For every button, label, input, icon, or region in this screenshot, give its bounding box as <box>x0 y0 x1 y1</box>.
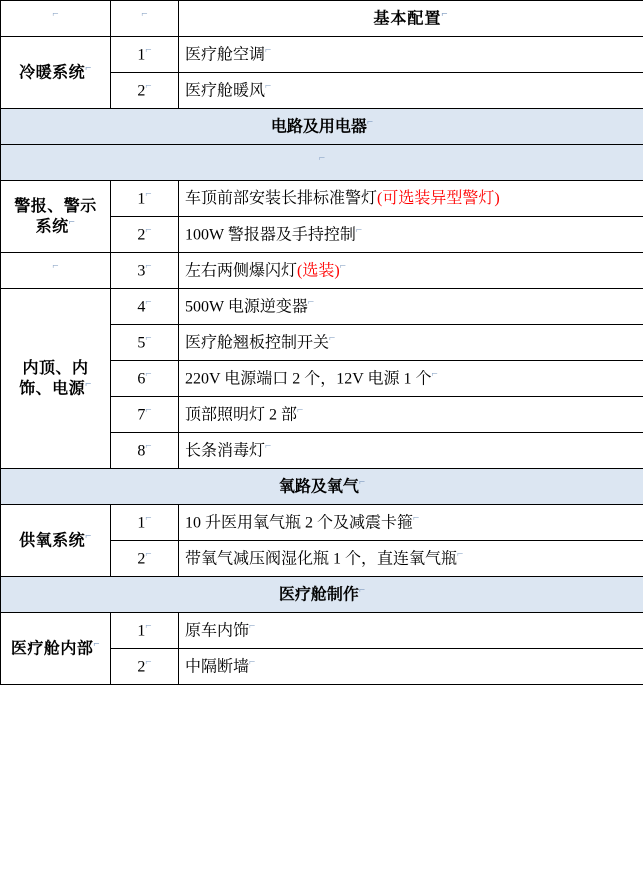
mark-icon: ⌐ <box>145 548 152 561</box>
mark-icon: ⌐ <box>141 8 148 21</box>
header-cell-blank-1 <box>1 1 111 37</box>
table-row <box>1 505 643 541</box>
category-label: 内顶、内饰、电源 <box>19 359 89 398</box>
category-alarm-warning <box>1 181 111 253</box>
category-continuation <box>1 253 111 289</box>
mark-icon: ⌐ <box>145 224 152 237</box>
row-description: 中隔断墙⌐ <box>179 649 643 685</box>
row-number: 2⌐ <box>111 217 179 253</box>
mark-icon: ⌐ <box>265 44 272 57</box>
mark-icon: ⌐ <box>431 368 438 381</box>
mark-icon: ⌐ <box>297 404 304 417</box>
category-oxygen-supply <box>1 505 111 577</box>
row-description-highlight: (选装) <box>297 262 340 280</box>
mark-icon: ⌐ <box>358 584 366 597</box>
row-description: 100W 警报器及手持控制⌐ <box>179 217 643 253</box>
table-row <box>1 145 643 181</box>
row-number: 8⌐ <box>111 433 179 469</box>
page-title-text: 基本配置 <box>373 10 442 28</box>
category-label: 冷暖系统 <box>19 64 86 82</box>
mark-icon: ⌐ <box>145 296 152 309</box>
mark-icon: ⌐ <box>145 440 152 453</box>
row-description: 带氧气减压阀湿化瓶 1 个，直连氧气瓶⌐ <box>179 541 643 577</box>
mark-icon: ⌐ <box>339 260 346 273</box>
mark-icon: ⌐ <box>145 188 152 201</box>
row-number: 3⌐ <box>111 253 179 289</box>
row-number: 2⌐ <box>111 541 179 577</box>
mark-icon: ⌐ <box>265 80 272 93</box>
mark-icon: ⌐ <box>52 260 59 273</box>
mark-icon: ⌐ <box>265 440 272 453</box>
row-description: 车顶前部安装长排标准警灯(可选装异型警灯) <box>179 181 643 217</box>
row-description: 顶部照明灯 2 部⌐ <box>179 397 643 433</box>
row-description: 500W 电源逆变器⌐ <box>179 289 643 325</box>
category-label: 医疗舱内部 <box>10 640 94 658</box>
row-description: 左右两侧爆闪灯(选装)⌐ <box>179 253 643 289</box>
mark-icon: ⌐ <box>307 296 315 309</box>
table-row <box>1 37 643 73</box>
mark-icon: ⌐ <box>145 332 152 345</box>
mark-icon: ⌐ <box>52 8 59 21</box>
mark-icon: ⌐ <box>318 152 326 165</box>
mark-icon: ⌐ <box>68 215 76 228</box>
row-description: 医疗舱空调⌐ <box>179 37 643 73</box>
mark-icon: ⌐ <box>366 116 374 129</box>
table-row <box>1 469 643 505</box>
section-spacer-row <box>1 145 643 181</box>
mark-icon: ⌐ <box>145 80 152 93</box>
row-description: 长条消毒灯⌐ <box>179 433 643 469</box>
row-number: 7⌐ <box>111 397 179 433</box>
section-header-cabin: 医疗舱制作⌐ <box>1 577 643 613</box>
row-description: 原车内饰⌐ <box>179 613 643 649</box>
table-body <box>1 1 643 685</box>
table-row <box>1 289 643 325</box>
mark-icon: ⌐ <box>85 377 92 390</box>
row-number: 2⌐ <box>111 649 179 685</box>
table-row <box>1 181 643 217</box>
row-number: 1⌐ <box>111 505 179 541</box>
row-number: 2⌐ <box>111 73 179 109</box>
mark-icon: ⌐ <box>85 62 92 75</box>
table-row <box>1 109 643 145</box>
section-header-electrical: 电路及用电器⌐ <box>1 109 643 145</box>
row-number: 1⌐ <box>111 613 179 649</box>
table-row <box>1 613 643 649</box>
row-description-highlight: (可选装异型警灯) <box>377 189 500 207</box>
row-number: 1⌐ <box>111 181 179 217</box>
category-label: 警报、警示系统 <box>14 197 97 236</box>
table-row <box>1 253 643 289</box>
row-number: 5⌐ <box>111 325 179 361</box>
mark-icon: ⌐ <box>329 332 336 345</box>
category-cooling-heating <box>1 37 111 109</box>
mark-icon: ⌐ <box>145 656 152 669</box>
category-cabin-interior <box>1 613 111 685</box>
row-number: 6⌐ <box>111 361 179 397</box>
row-number: 1⌐ <box>111 37 179 73</box>
mark-icon: ⌐ <box>93 638 101 651</box>
mark-icon: ⌐ <box>441 8 449 21</box>
page-title <box>179 1 643 37</box>
row-description: 220V 电源端口 2 个，12V 电源 1 个⌐ <box>179 361 643 397</box>
mark-icon: ⌐ <box>145 44 152 57</box>
header-cell-blank-2 <box>111 1 179 37</box>
row-number: 4⌐ <box>111 289 179 325</box>
row-description: 10 升医用氧气瓶 2 个及减震卡箍⌐ <box>179 505 643 541</box>
mark-icon: ⌐ <box>249 620 256 633</box>
mark-icon: ⌐ <box>413 512 420 525</box>
mark-icon: ⌐ <box>145 620 152 633</box>
row-description: 医疗舱暖风⌐ <box>179 73 643 109</box>
row-description: 医疗舱翘板控制开关⌐ <box>179 325 643 361</box>
section-header-oxygen: 氧路及氧气⌐ <box>1 469 643 505</box>
table-row <box>1 1 643 37</box>
mark-icon: ⌐ <box>249 656 256 669</box>
mark-icon: ⌐ <box>457 548 464 561</box>
mark-icon: ⌐ <box>145 368 152 381</box>
category-label: 供氧系统 <box>19 532 86 550</box>
mark-icon: ⌐ <box>145 260 152 273</box>
table-row <box>1 577 643 613</box>
mark-icon: ⌐ <box>358 476 366 489</box>
mark-icon: ⌐ <box>145 404 152 417</box>
category-interior-power <box>1 289 111 469</box>
mark-icon: ⌐ <box>85 530 92 543</box>
mark-icon: ⌐ <box>145 512 152 525</box>
mark-icon: ⌐ <box>355 224 363 237</box>
